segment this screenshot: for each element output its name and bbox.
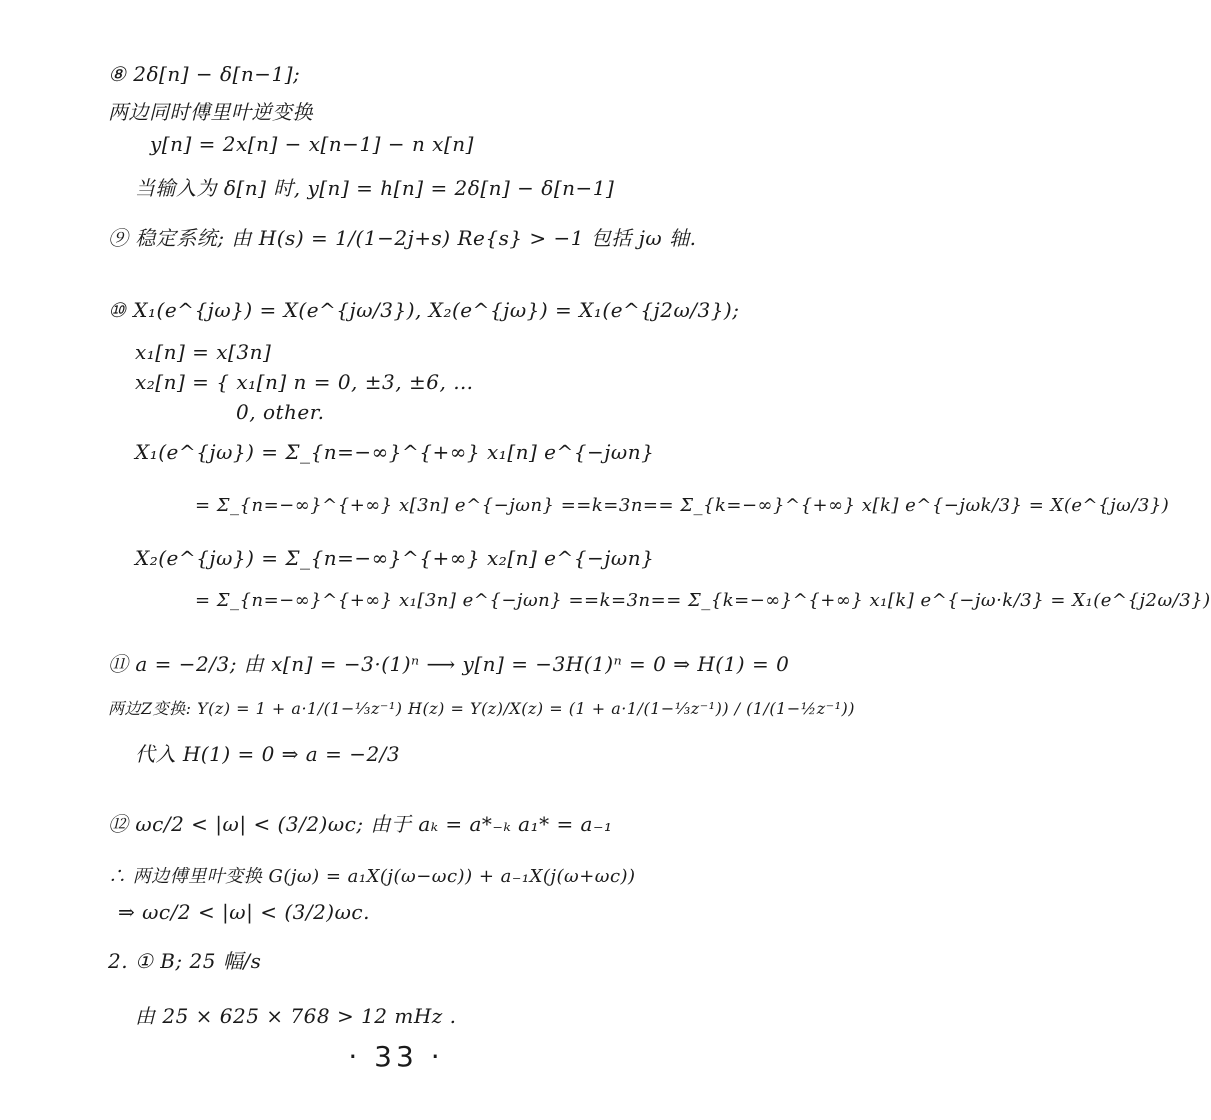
page-number: · 33 · (348, 1040, 444, 1073)
item-10-x2-dtft: X₂(e^{jω}) = Σ_{n=−∞}^{+∞} x₂[n] e^{−jωn} (135, 546, 655, 570)
item-10-x2-case1: x₂[n] = { x₁[n] n = 0, ±3, ±6, … (135, 370, 474, 394)
part-2-calculation: 由 25 × 625 × 768 > 12 mHz . (135, 1004, 457, 1028)
item-9: ⑨ 稳定系统; 由 H(s) = 1/(1−2j+s) Re{s} > −1 包括 jω 轴. (108, 226, 697, 250)
item-11-result: 代入 H(1) = 0 ⇒ a = −2/3 (135, 742, 401, 766)
item-10-x1-dtft: X₁(e^{jω}) = Σ_{n=−∞}^{+∞} x₁[n] e^{−jωn} (135, 440, 655, 464)
item-11-z-transform: 两边Z变换: Y(z) = 1 + a·1/(1−⅓z⁻¹) H(z) = Y(z)/X(z) = (1 + a·1/(1−⅓z⁻¹)) / (1/(1−½z⁻¹)) (108, 699, 856, 718)
item-8-equation: y[n] = 2x[n] − x[n−1] − n x[n] (150, 132, 474, 156)
item-10-heading: ⑩ X₁(e^{jω}) = X(e^{jω/3}), X₂(e^{jω}) = X₁(e^{j2ω/3}); (108, 298, 740, 322)
item-10-x1-derivation: = Σ_{n=−∞}^{+∞} x[3n] e^{−jωn} ==k=3n== Σ_{k=−∞}^{+∞} x[k] e^{−jωk/3} = X(e^{jω/3}) (195, 495, 1170, 516)
part-2-item-1: 2. ① B; 25 幅/s (108, 949, 262, 973)
item-12-result: ⇒ ωc/2 < |ω| < (3/2)ωc. (118, 900, 370, 924)
item-12-fourier: ∴ 两边傅里叶变换 G(jω) = a₁X(j(ω−ωc)) + a₋₁X(j(ω+ωc)) (108, 866, 636, 887)
item-10-x2-derivation: = Σ_{n=−∞}^{+∞} x₁[3n] e^{−jωn} ==k=3n== Σ_{k=−∞}^{+∞} x₁[k] e^{−jω·k/3} = X₁(e^{j2ω/3}) (195, 590, 1211, 611)
item-8-note: 两边同时傅里叶逆变换 (108, 100, 313, 124)
item-10-x1: x₁[n] = x[3n] (135, 340, 272, 364)
item-10-x2-case2: 0, other. (236, 400, 325, 424)
item-11-heading: ⑪ a = −2/3; 由 x[n] = −3·(1)ⁿ ⟶ y[n] = −3H(1)ⁿ = 0 ⇒ H(1) = 0 (108, 652, 790, 676)
item-8-heading: ⑧ 2δ[n] − δ[n−1]; (108, 62, 301, 86)
item-8-impulse-response: 当输入为 δ[n] 时, y[n] = h[n] = 2δ[n] − δ[n−1] (135, 176, 615, 200)
item-12-heading: ⑫ ωc/2 < |ω| < (3/2)ωc; 由于 aₖ = a*₋ₖ a₁* = a₋₁ (108, 812, 613, 836)
